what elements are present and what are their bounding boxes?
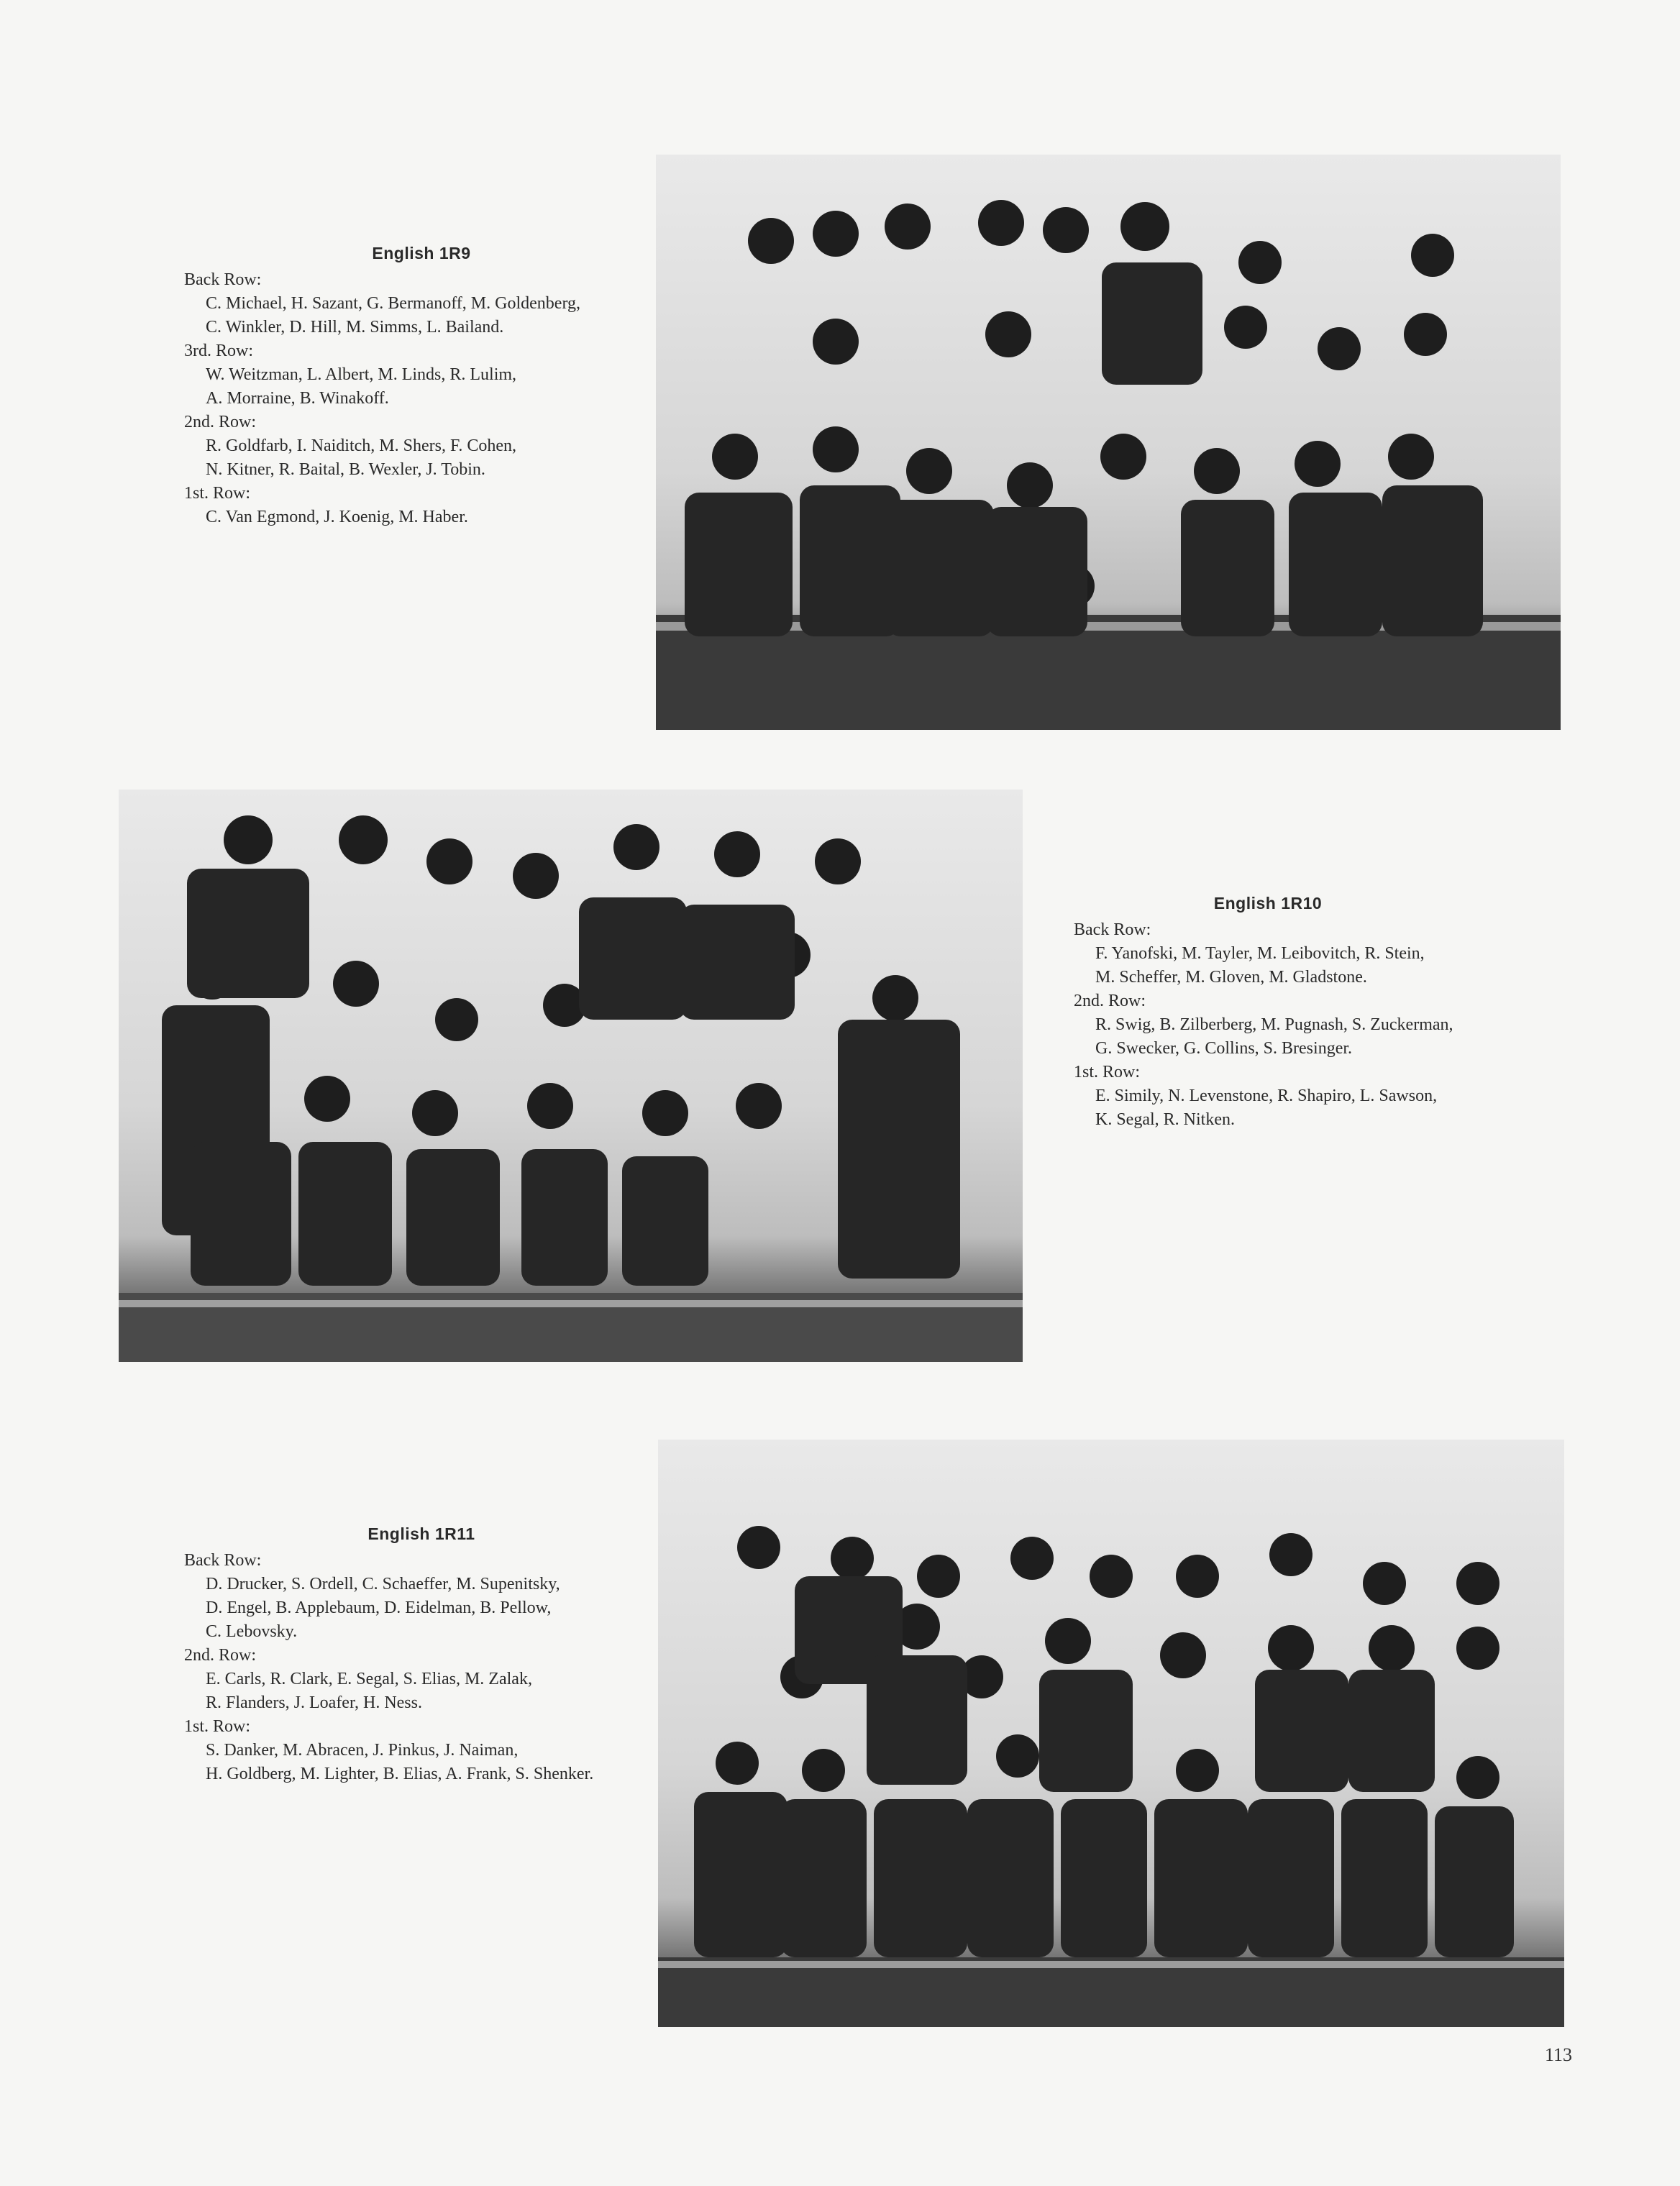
row-names: M. Scheffer, M. Gloven, M. Gladstone. bbox=[1095, 968, 1367, 987]
row-label: 1st. Row: bbox=[184, 1717, 251, 1736]
row-names: A. Morraine, B. Winakoff. bbox=[206, 389, 389, 408]
class-photo-english-1r9 bbox=[656, 155, 1561, 730]
row-names: G. Swecker, G. Collins, S. Bresinger. bbox=[1095, 1039, 1353, 1058]
row-names: F. Yanofski, M. Tayler, M. Leibovitch, R. Stein, bbox=[1095, 944, 1425, 963]
row-label: 1st. Row: bbox=[1074, 1063, 1141, 1081]
class-photo-english-1r11 bbox=[658, 1440, 1564, 2027]
group-photo-image bbox=[656, 155, 1561, 730]
row-names: C. Van Egmond, J. Koenig, M. Haber. bbox=[206, 508, 468, 526]
row-label: Back Row: bbox=[184, 1551, 262, 1570]
row-label: Back Row: bbox=[184, 270, 262, 289]
row-names: D. Drucker, S. Ordell, C. Schaeffer, M. Supenitsky, bbox=[206, 1575, 560, 1593]
row-names: E. Simily, N. Levenstone, R. Shapiro, L. Sawson, bbox=[1095, 1087, 1438, 1105]
section-title: English 1R11 bbox=[368, 1524, 475, 1543]
row-label: 2nd. Row: bbox=[1074, 992, 1146, 1010]
caption-english-1r9 bbox=[184, 242, 644, 529]
row-names: K. Segal, R. Nitken. bbox=[1095, 1110, 1235, 1129]
row-names: C. Lebovsky. bbox=[206, 1622, 298, 1641]
row-names: R. Goldfarb, I. Naiditch, M. Shers, F. Cohen, bbox=[206, 436, 517, 455]
row-names: D. Engel, B. Applebaum, D. Eidelman, B. Pellow, bbox=[206, 1599, 552, 1617]
row-names: R. Flanders, J. Loafer, H. Ness. bbox=[206, 1693, 422, 1712]
row-label: Back Row: bbox=[1074, 920, 1151, 939]
row-names: S. Danker, M. Abracen, J. Pinkus, J. Naiman, bbox=[206, 1741, 519, 1760]
row-names: W. Weitzman, L. Albert, M. Linds, R. Lulim, bbox=[206, 365, 517, 384]
row-names: E. Carls, R. Clark, E. Segal, S. Elias, M. Zalak, bbox=[206, 1670, 532, 1688]
row-names: R. Swig, B. Zilberberg, M. Pugnash, S. Zuckerman, bbox=[1095, 1015, 1453, 1034]
section-title: English 1R10 bbox=[1213, 894, 1323, 913]
section-title: English 1R9 bbox=[372, 244, 471, 262]
class-photo-english-1r10 bbox=[119, 790, 1023, 1362]
row-label: 2nd. Row: bbox=[184, 413, 257, 431]
row-label: 3rd. Row: bbox=[184, 342, 253, 360]
row-names: N. Kitner, R. Baital, B. Wexler, J. Tobin. bbox=[206, 460, 485, 479]
row-label: 1st. Row: bbox=[184, 484, 251, 503]
caption-english-1r10 bbox=[1074, 892, 1534, 1132]
group-photo-image bbox=[119, 790, 1023, 1362]
caption-english-1r11 bbox=[184, 1522, 659, 1786]
row-names: C. Michael, H. Sazant, G. Bermanoff, M. Goldenberg, bbox=[206, 294, 581, 313]
page-number: 113 bbox=[1544, 2044, 1572, 2065]
row-names: C. Winkler, D. Hill, M. Simms, L. Bailand. bbox=[206, 318, 504, 337]
group-photo-image bbox=[658, 1440, 1564, 2027]
row-label: 2nd. Row: bbox=[184, 1646, 257, 1665]
row-names: H. Goldberg, M. Lighter, B. Elias, A. Frank, S. Shenker. bbox=[206, 1765, 594, 1783]
